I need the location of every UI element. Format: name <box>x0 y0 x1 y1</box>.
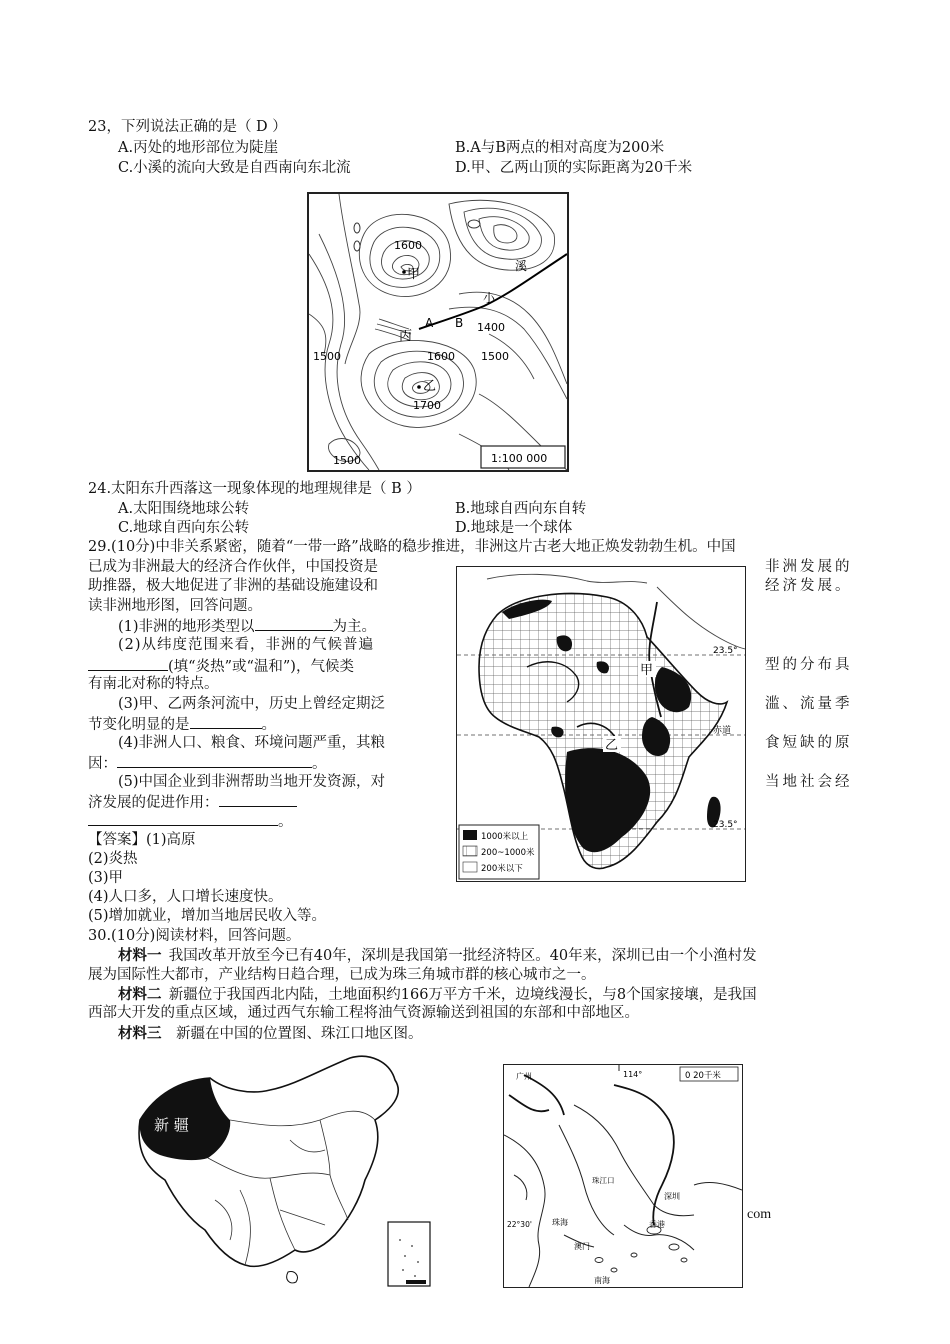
q30-m3-text: 新疆在中国的位置图、珠江口地区图。 <box>176 1026 423 1042</box>
africa-legend-swatch-high <box>463 830 477 840</box>
topo-label-1400: 1400 <box>477 321 505 334</box>
topo-label-1700: 1700 <box>413 399 441 412</box>
q30-m2-text-b: 西部大开发的重点区域，通过西气东输工程将油气资源输送到祖国的东部和中部地区。 <box>88 1005 639 1021</box>
topo-label-bing: 丙 <box>399 329 413 344</box>
prd-zhuhai: 珠海 <box>552 1218 568 1227</box>
prd-nanhai: 南海 <box>594 1276 610 1285</box>
q30-stem: 30.(10分)阅读材料，回答问题。 <box>88 928 301 944</box>
q29-part1-text-b: 为主。 <box>332 619 377 635</box>
q29-part2-text-a: (2)从纬度范围来看，非洲的气候普遍 <box>118 637 375 653</box>
q29-line3-right: 经济发展。 <box>765 578 853 594</box>
q29-part3-text-a: (3)甲、乙两条河流中，历史上曾经定期泛 <box>118 696 386 712</box>
topographic-map-drawing <box>309 194 567 470</box>
topo-label-stream-2: 溪 <box>515 259 528 273</box>
q29-part3-text-b: 节变化明显的是 <box>88 717 190 733</box>
china-map-xinjiang: 新 疆 <box>154 1116 189 1134</box>
prd-shenzhen: 深圳 <box>664 1192 680 1201</box>
africa-lat-south: 23.5° <box>713 820 738 830</box>
q29-part1-text-a: (1)非洲的地形类型以 <box>118 619 255 635</box>
q29-part1-blank[interactable] <box>255 615 333 631</box>
q23-option-c: C.小溪的流向大致是自西南向东北流 <box>118 160 351 176</box>
topo-label-1500c: 1500 <box>333 454 361 467</box>
q30-m2-text-a: 新疆位于我国西北内陆，土地面积约166万平方千米，边境线漫长，与8个国家接壤，是我国 <box>168 987 757 1003</box>
africa-legend-mid: 200~1000米 <box>481 848 535 858</box>
topo-scale: 1:100 000 <box>491 452 548 465</box>
q29-part4-right: 食短缺的原 <box>765 735 853 751</box>
answer-5: (5)增加就业，增加当地居民收入等。 <box>88 908 327 924</box>
q29-line1: 29.(10分)中非关系紧密，随着“一带一路”战略的稳步推进，非洲这片古老大地正焕发勃勃生机。中国 <box>88 539 736 555</box>
q29-line2-right: 非洲发展的 <box>765 559 853 575</box>
q29-part2-text-c: 有南北对称的特点。 <box>88 676 219 692</box>
africa-legend-swatch-mid <box>463 846 477 856</box>
prd-scale: 0 20千米 <box>685 1071 721 1081</box>
q30-m2-title: 材料二 <box>118 986 162 1003</box>
q30-material1-line1 <box>118 945 757 967</box>
pearl-river-delta-map <box>503 1064 743 1288</box>
q30-m1-text-a: 我国改革开放至今已有40年，深圳是我国第一批经济特区。40年来，深圳已由一个小渔村发 <box>168 948 757 964</box>
q24-stem: 24.太阳东升西落这一现象体现的地理规律是（ B ） <box>88 481 421 497</box>
q29-part5-blank-a[interactable] <box>219 791 297 807</box>
topo-label-1500a: 1500 <box>313 350 341 363</box>
q23-option-d: D.甲、乙两山顶的实际距离为20千米 <box>455 160 693 176</box>
q23-option-b: B.A与B两点的相对高度为200米 <box>455 140 665 156</box>
topo-label-a: A <box>425 316 434 330</box>
q29-part5-blank-b[interactable] <box>88 810 278 826</box>
q24-option-d: D.地球是一个球体 <box>455 520 573 536</box>
q29-part3-blank[interactable] <box>190 713 262 729</box>
q29-part2-right: 型的分布具 <box>765 657 853 673</box>
prd-lon: 114° <box>623 1070 643 1079</box>
topo-label-1600a: 1600 <box>394 239 422 252</box>
answer-2: (2)炎热 <box>88 851 138 867</box>
q23-option-a: A.丙处的地形部位为陡崖 <box>118 140 279 156</box>
q30-m1-title: 材料一 <box>118 947 162 964</box>
africa-legend-high: 1000米以上 <box>481 832 529 842</box>
prd-map-drawing <box>504 1065 742 1287</box>
q24-option-c: C.地球自西向东公转 <box>118 520 250 536</box>
q29-line4: 读非洲地形图，回答问题。 <box>88 598 262 614</box>
answer-3: (3)甲 <box>88 870 124 886</box>
q29-line3-left: 助推器，极大地促进了非洲的基础设施建设和 <box>88 578 378 594</box>
topo-label-b: B <box>455 316 464 330</box>
africa-label-yi: 乙 <box>605 738 619 753</box>
q24-option-a: A.太阳围绕地球公转 <box>118 501 250 517</box>
q29-part2-text-b: (填“炎热”或“温和”)，气候类 <box>168 659 354 675</box>
topo-label-yi: 乙 <box>423 379 437 394</box>
q29-part3-right: 滥、流量季 <box>765 696 853 712</box>
prd-macau: 澳门 <box>574 1242 590 1251</box>
africa-legend-low: 200米以下 <box>481 864 523 874</box>
q24-option-b: B.地球自西向东自转 <box>455 501 587 517</box>
south-china-sea-inset <box>388 1222 430 1286</box>
q29-part4-end: 。 <box>312 756 327 772</box>
answer-4: (4)人口多，人口增长速度快。 <box>88 889 283 905</box>
q29-part4-text-a: (4)非洲人口、粮食、环境问题严重，其粮 <box>118 735 386 751</box>
africa-label-jia: 甲 <box>640 663 654 678</box>
prd-guangzhou: 广州 <box>516 1072 532 1081</box>
q30-material3-line <box>118 1023 423 1045</box>
q29-part5-right: 当地社会经 <box>765 774 853 790</box>
q30-m1-text-b: 展为国际性大都市，产业结构日趋合理，已成为珠三角城市群的核心城市之一。 <box>88 967 596 983</box>
china-map <box>120 1050 438 1290</box>
q29-part4-text-b: 因： <box>88 756 117 772</box>
africa-legend-swatch-low <box>463 862 477 872</box>
prd-xianggang: 香港 <box>649 1220 665 1229</box>
q29-part5-text-b: 济发展的促进作用： <box>88 795 219 811</box>
q29-part5-text-a: (5)中国企业到非洲帮助当地开发资源，对 <box>118 774 386 790</box>
q29-line2-left: 已成为非洲最大的经济合作伙伴，中国投资是 <box>88 559 378 575</box>
q29-part2-blank[interactable] <box>88 655 168 671</box>
topo-label-jia: 甲 <box>407 267 421 282</box>
topo-label-1500b: 1500 <box>481 350 509 363</box>
q29-part5-end: 。 <box>278 814 293 830</box>
africa-map <box>456 566 746 882</box>
q30-m3-title: 材料三 <box>118 1025 162 1042</box>
prd-lat: 22°30' <box>507 1220 532 1229</box>
china-map-drawing <box>120 1050 438 1290</box>
africa-equator: 赤道 <box>713 726 732 736</box>
africa-lat-north: 23.5° <box>713 646 738 656</box>
africa-map-drawing <box>457 567 745 881</box>
topo-label-1600b: 1600 <box>427 350 455 363</box>
topo-label-stream-1: 小 <box>483 291 496 305</box>
stray-text: com <box>747 1207 772 1222</box>
prd-pearl-river-mouth: 珠江口 <box>592 1176 615 1185</box>
topographic-map <box>307 192 569 472</box>
answer-head: 【答案】(1)高原 <box>88 832 196 848</box>
q29-part4-blank[interactable] <box>117 752 312 768</box>
q29-part3-end: 。 <box>261 717 276 733</box>
q23-stem: 23，下列说法正确的是（ D ） <box>88 119 287 135</box>
